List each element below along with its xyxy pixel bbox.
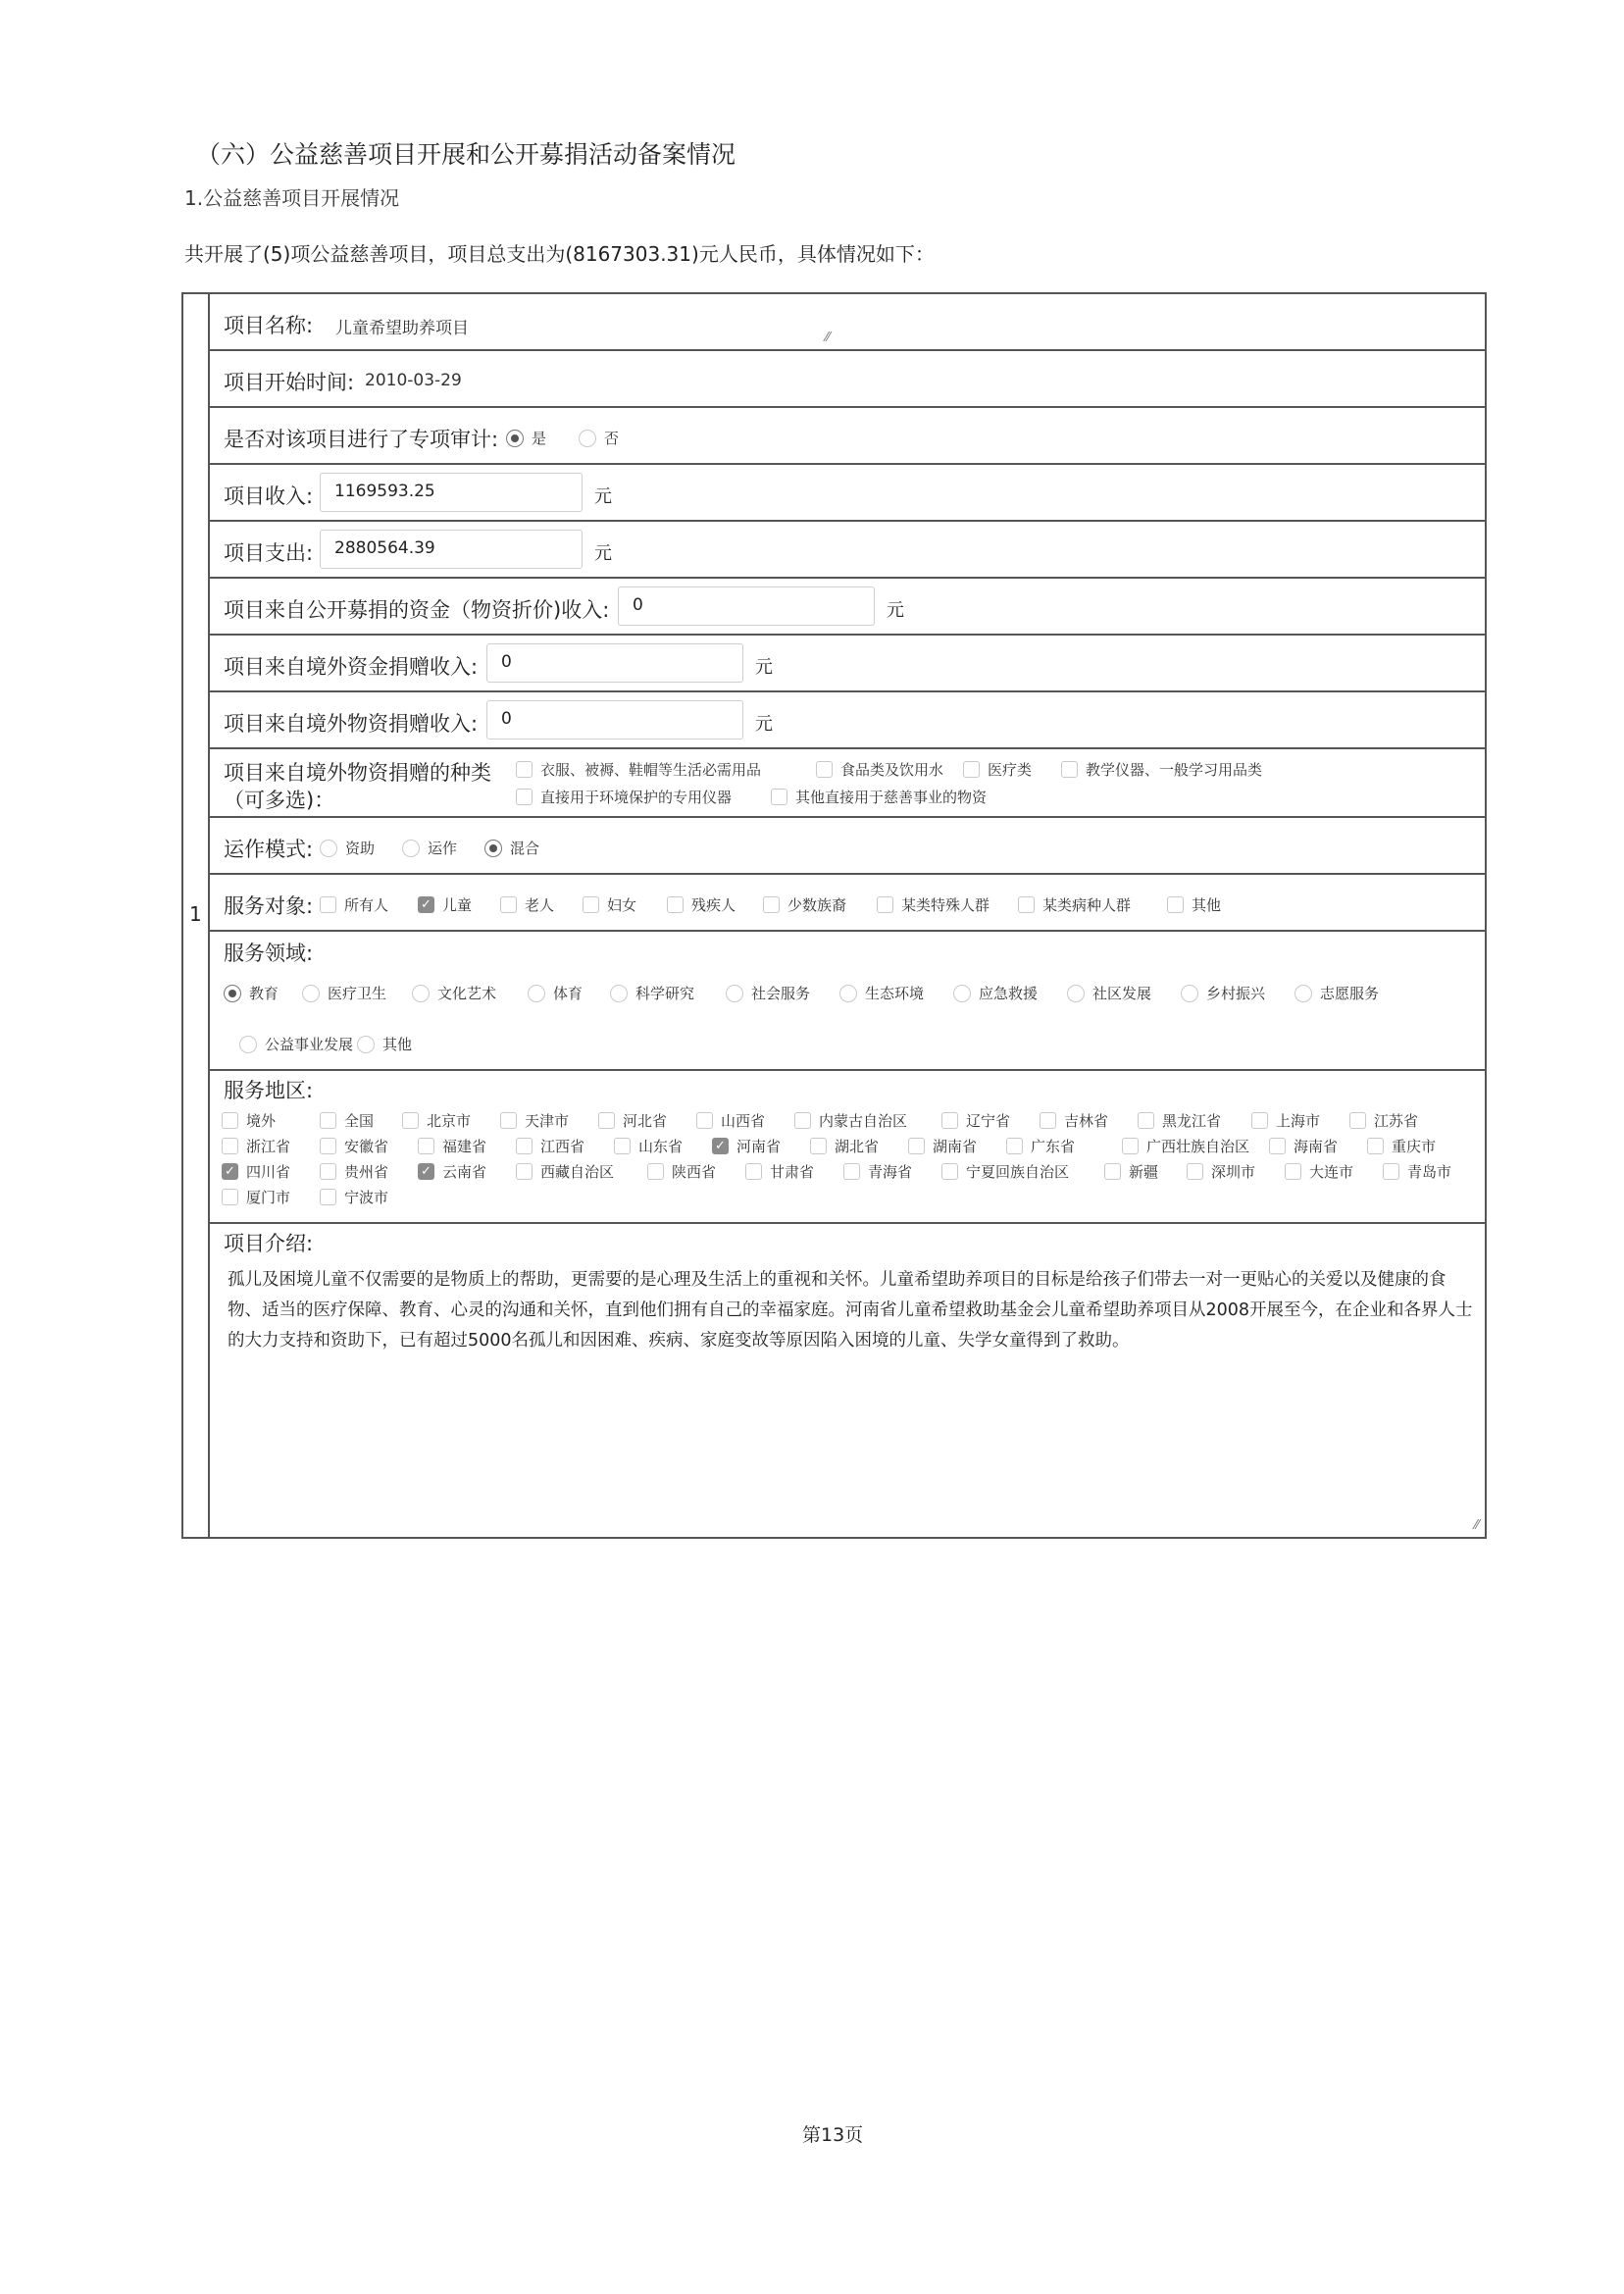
target-option[interactable]: 少数族裔: [763, 894, 846, 915]
target-option[interactable]: 残疾人: [667, 894, 736, 915]
service-regions-label: 服务地区:: [224, 1079, 314, 1102]
radio-icon[interactable]: [579, 430, 596, 447]
region-option[interactable]: 湖南省: [908, 1136, 977, 1156]
audit-yes-option[interactable]: 是: [506, 428, 546, 448]
start-date-value: 2010-03-29: [365, 371, 462, 390]
region-option[interactable]: 辽宁省: [941, 1110, 1010, 1131]
row-expense: [210, 522, 1485, 579]
income-input[interactable]: 1169593.25: [320, 473, 583, 512]
row-audit: [210, 408, 1485, 465]
summary-text: 共开展了(5)项公益慈善项目，项目总支出为(8167303.31)元人民币，具体情况如下：: [184, 242, 935, 266]
row-project-name: [210, 294, 1485, 351]
region-option[interactable]: 大连市: [1285, 1161, 1353, 1182]
field-option[interactable]: 科学研究: [610, 983, 694, 1003]
region-option[interactable]: 福建省: [418, 1136, 486, 1156]
foreign-goods-unit: 元: [755, 714, 773, 735]
goods-type-option[interactable]: 直接用于环境保护的专用仪器: [516, 787, 732, 807]
region-option[interactable]: 山西省: [696, 1110, 765, 1131]
resize-handle-icon[interactable]: ⁄⁄: [1474, 1518, 1479, 1533]
target-option[interactable]: 其他: [1167, 894, 1221, 915]
resize-handle-icon[interactable]: ⁄⁄: [825, 331, 830, 345]
region-option[interactable]: 山东省: [614, 1136, 683, 1156]
field-option[interactable]: 公益事业发展: [239, 1034, 353, 1054]
goods-type-option[interactable]: 食品类及饮用水: [816, 759, 943, 780]
row-start-date: [210, 351, 1485, 408]
region-option[interactable]: 广东省: [1006, 1136, 1075, 1156]
field-option[interactable]: 教育: [224, 983, 279, 1003]
target-option[interactable]: 所有人: [320, 894, 388, 915]
mode-option[interactable]: 运作: [402, 838, 457, 858]
region-option[interactable]: 黑龙江省: [1138, 1110, 1221, 1131]
expense-unit: 元: [594, 543, 612, 564]
region-option[interactable]: 陕西省: [647, 1161, 716, 1182]
field-option[interactable]: 医疗卫生: [302, 983, 386, 1003]
row-service-fields: [210, 932, 1485, 1071]
public-fund-unit: 元: [887, 600, 904, 621]
region-option[interactable]: 新疆: [1104, 1161, 1158, 1182]
public-fund-input[interactable]: 0: [618, 586, 875, 626]
region-option[interactable]: 重庆市: [1367, 1136, 1436, 1156]
field-option[interactable]: 社区发展: [1067, 983, 1151, 1003]
page-number: 第13页: [802, 2124, 864, 2146]
region-option[interactable]: 宁波市: [320, 1187, 388, 1207]
radio-checked-icon[interactable]: [506, 430, 524, 447]
section-title: （六）公益慈善项目开展和公开募捐活动备案情况: [196, 140, 736, 169]
project-name-label: 项目名称:: [224, 314, 314, 337]
region-option[interactable]: 西藏自治区: [516, 1161, 614, 1182]
mode-option[interactable]: 资助: [320, 838, 375, 858]
field-option[interactable]: 应急救援: [953, 983, 1038, 1003]
row-operation-mode: [210, 818, 1485, 875]
region-option[interactable]: 安徽省: [320, 1136, 388, 1156]
audit-label: 是否对该项目进行了专项审计:: [224, 428, 499, 451]
goods-type-option[interactable]: 医疗类: [963, 759, 1032, 780]
region-option[interactable]: 天津市: [500, 1110, 569, 1131]
region-option[interactable]: 河北省: [598, 1110, 667, 1131]
row-foreign-goods: [210, 692, 1485, 749]
goods-type-option[interactable]: 教学仪器、一般学习用品类: [1061, 759, 1262, 780]
service-targets-label: 服务对象:: [224, 894, 314, 918]
foreign-goods-input[interactable]: 0: [486, 700, 743, 739]
region-option[interactable]: 浙江省: [222, 1136, 290, 1156]
row-index-column: [183, 294, 210, 1537]
region-option[interactable]: 青海省: [843, 1161, 912, 1182]
region-option[interactable]: 广西壮族自治区: [1122, 1136, 1249, 1156]
region-option[interactable]: 北京市: [402, 1110, 471, 1131]
public-fund-label: 项目来自公开募捐的资金（物资折价)收入:: [224, 598, 610, 622]
row-project-intro: [210, 1224, 1485, 1537]
foreign-fund-input[interactable]: 0: [486, 643, 743, 683]
region-option[interactable]: ✓ 河南省: [712, 1136, 781, 1156]
income-label: 项目收入:: [224, 484, 314, 508]
mode-option[interactable]: 混合: [484, 838, 539, 858]
project-intro-label: 项目介绍:: [224, 1232, 314, 1255]
region-option[interactable]: 甘肃省: [745, 1161, 814, 1182]
target-option[interactable]: 某类病种人群: [1018, 894, 1131, 915]
target-option[interactable]: 老人: [500, 894, 554, 915]
region-option[interactable]: 内蒙古自治区: [794, 1110, 907, 1131]
field-option[interactable]: 乡村振兴: [1181, 983, 1265, 1003]
subsection-title: 1.公益慈善项目开展情况: [184, 186, 400, 210]
row-public-fund: [210, 579, 1485, 636]
expense-label: 项目支出:: [224, 541, 314, 565]
region-option[interactable]: 海南省: [1269, 1136, 1338, 1156]
goods-type-option[interactable]: 其他直接用于慈善事业的物资: [771, 787, 987, 807]
row-service-regions: [210, 1071, 1485, 1224]
region-option[interactable]: 湖北省: [810, 1136, 879, 1156]
region-option[interactable]: 江苏省: [1349, 1110, 1418, 1131]
operation-mode-label: 运作模式:: [224, 838, 314, 861]
target-option[interactable]: 某类特殊人群: [877, 894, 990, 915]
foreign-fund-unit: 元: [755, 657, 773, 678]
project-intro-text[interactable]: 孤儿及困境儿童不仅需要的是物质上的帮助，更需要的是心理及生活上的重视和关怀。儿童希望助养项目的目标是给孩子们带去一对一更贴心的关爱以及健康的食物、适当的医疗保障、教育、心灵的沟通和关怀，直到他们拥有自己的幸福家庭。河南省儿童希望救助基金会儿童希望助养项目从2008开展至今，在企业和各界人士的大力支持和资助下，已有超过5000名孤儿和因困难、疾病、家庭变故等原因陷入困境的儿童、失学女童得到了救助。: [228, 1270, 1473, 1351]
row-income: [210, 465, 1485, 522]
region-option[interactable]: 境外: [222, 1110, 276, 1131]
region-option[interactable]: 上海市: [1251, 1110, 1320, 1131]
foreign-fund-label: 项目来自境外资金捐赠收入:: [224, 655, 479, 679]
start-date-label: 项目开始时间:: [224, 371, 355, 394]
row-goods-types: [210, 749, 1485, 818]
region-option[interactable]: 厦门市: [222, 1187, 290, 1207]
audit-no-option[interactable]: 否: [579, 428, 619, 448]
field-option[interactable]: 志愿服务: [1294, 983, 1379, 1003]
row-foreign-fund: [210, 636, 1485, 692]
field-option[interactable]: 生态环境: [839, 983, 924, 1003]
region-option[interactable]: 吉林省: [1040, 1110, 1108, 1131]
expense-input[interactable]: 2880564.39: [320, 530, 583, 569]
goods-types-label-1: 项目来自境外物资捐赠的种类: [224, 761, 491, 785]
row-service-targets: [210, 875, 1485, 932]
field-option[interactable]: 社会服务: [726, 983, 810, 1003]
foreign-goods-label: 项目来自境外物资捐赠收入:: [224, 712, 479, 736]
region-option[interactable]: 全国: [320, 1110, 374, 1131]
service-fields-label: 服务领域:: [224, 942, 314, 965]
field-option[interactable]: 文化艺术: [412, 983, 496, 1003]
project-name-value[interactable]: 儿童希望助养项目: [335, 319, 469, 338]
income-unit: 元: [594, 486, 612, 507]
field-option[interactable]: 其他: [357, 1034, 412, 1054]
region-option[interactable]: 青岛市: [1383, 1161, 1451, 1182]
row-index: 1: [189, 902, 202, 926]
project-table: [181, 292, 1487, 1539]
region-option[interactable]: 宁夏回族自治区: [941, 1161, 1069, 1182]
region-option[interactable]: ✓ 云南省: [418, 1161, 486, 1182]
target-option[interactable]: 妇女: [583, 894, 636, 915]
goods-types-label-2: （可多选)：: [224, 789, 335, 812]
target-option[interactable]: ✓ 儿童: [418, 894, 472, 915]
region-option[interactable]: ✓ 四川省: [222, 1161, 290, 1182]
region-option[interactable]: 江西省: [516, 1136, 584, 1156]
region-option[interactable]: 贵州省: [320, 1161, 388, 1182]
field-option[interactable]: 体育: [528, 983, 583, 1003]
region-option[interactable]: 深圳市: [1187, 1161, 1255, 1182]
goods-type-option[interactable]: 衣服、被褥、鞋帽等生活必需用品: [516, 759, 761, 780]
